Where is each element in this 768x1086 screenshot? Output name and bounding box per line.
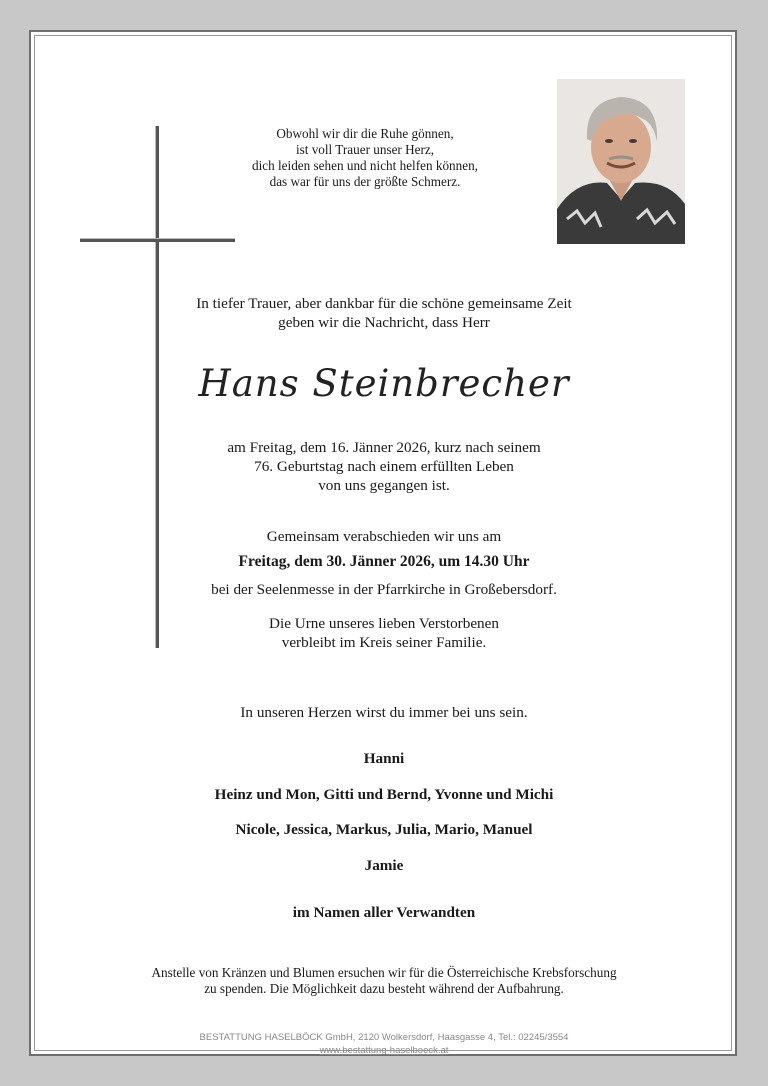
poem-line: Obwohl wir dir die Ruhe gönnen, bbox=[276, 126, 454, 141]
farewell-place: bei der Seelenmesse in der Pfarrkirche in Großebersdorf. bbox=[211, 581, 557, 598]
death-line: 76. Geburtstag nach einem erfüllten Leben bbox=[254, 458, 514, 475]
portrait-photo bbox=[557, 79, 685, 244]
urn-line: verbleibt im Kreis seiner Familie. bbox=[281, 634, 487, 651]
mourner-line: Nicole, Jessica, Markus, Julia, Mario, Manuel bbox=[235, 821, 533, 838]
intro-text bbox=[0, 294, 768, 332]
death-text bbox=[0, 438, 768, 495]
relatives-line: im Namen aller Verwandten bbox=[292, 904, 476, 921]
intro-line: geben wir die Nachricht, dass Herr bbox=[278, 314, 490, 331]
motto: In unseren Herzen wirst du immer bei uns sein. bbox=[240, 704, 528, 721]
poem bbox=[230, 126, 500, 190]
mourner-line: Hanni bbox=[363, 750, 405, 767]
urn-line: Die Urne unseres lieben Verstorbenen bbox=[269, 615, 499, 632]
deceased-name: Hans Steinbrecher bbox=[198, 362, 570, 405]
farewell-lead: Gemeinsam verabschieden wir uns am bbox=[266, 528, 502, 545]
footer bbox=[0, 1031, 768, 1057]
mourner-line: Jamie bbox=[364, 857, 404, 874]
poem-line: dich leiden sehen und nicht helfen können, bbox=[252, 158, 478, 173]
donation-line: Anstelle von Kränzen und Blumen ersuchen wir für die Österreichische Krebsforschung bbox=[151, 965, 617, 980]
poem-line: ist voll Trauer unser Herz, bbox=[295, 142, 435, 157]
cross-horizontal bbox=[80, 238, 235, 242]
death-line: am Freitag, dem 16. Jänner 2026, kurz nach seinem bbox=[227, 439, 541, 456]
footer-website[interactable]: www.bestattung-haselboeck.at bbox=[319, 1045, 449, 1056]
poem-line: das war für uns der größte Schmerz. bbox=[269, 174, 461, 189]
death-line: von uns gegangen ist. bbox=[318, 477, 450, 494]
donation-line: zu spenden. Die Möglichkeit dazu besteht während der Aufbahrung. bbox=[204, 981, 564, 996]
urn-text bbox=[0, 614, 768, 652]
intro-line: In tiefer Trauer, aber dankbar für die schöne gemeinsame Zeit bbox=[196, 295, 572, 312]
mourner-line: Heinz und Mon, Gitti und Bernd, Yvonne und Michi bbox=[214, 786, 554, 803]
footer-company: BESTATTUNG HASELBÖCK GmbH, 2120 Wolkersdorf, Haasgasse 4, Tel.: 02245/3554 bbox=[199, 1032, 569, 1043]
farewell-date: Freitag, dem 30. Jänner 2026, um 14.30 Uhr bbox=[238, 553, 530, 570]
donation-text bbox=[0, 965, 768, 997]
portrait-illustration bbox=[557, 79, 685, 244]
